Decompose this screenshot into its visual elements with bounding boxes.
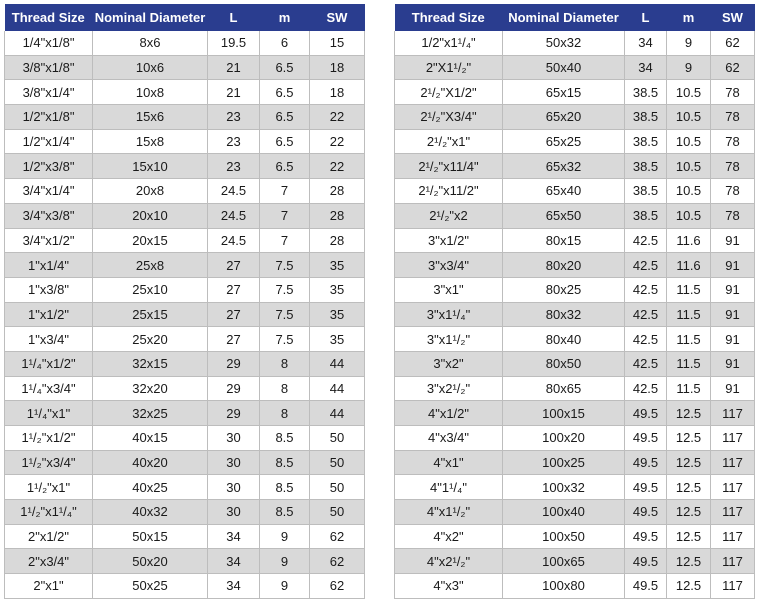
- cell-nominal-diameter: 100x25: [503, 450, 625, 475]
- cell-thread-size: 2"x1/2": [5, 524, 93, 549]
- cell-sw: 50: [310, 500, 365, 525]
- header-nominal-diameter: Nominal Diameter: [93, 4, 208, 31]
- cell-m: 8.5: [260, 450, 310, 475]
- table-row: [395, 80, 755, 105]
- cell-sw: 117: [711, 524, 755, 549]
- cell-thread-size: 3/8"x1/8": [5, 55, 93, 80]
- cell-thread-size: 3"x1/2": [395, 228, 503, 253]
- cell-l: 34: [625, 55, 667, 80]
- cell-thread-size: 4"x1/2": [395, 401, 503, 426]
- table-row: [5, 327, 365, 352]
- cell-nominal-diameter: 50x32: [503, 31, 625, 55]
- cell-m: 8.5: [260, 426, 310, 451]
- cell-sw: 91: [711, 376, 755, 401]
- cell-thread-size: 2¹/₂"x1": [395, 129, 503, 154]
- header-nominal-diameter: Nominal Diameter: [503, 4, 625, 31]
- cell-thread-size: 2¹/₂"x2: [395, 203, 503, 228]
- cell-nominal-diameter: 40x15: [93, 426, 208, 451]
- cell-thread-size: 4"x2¹/₂": [395, 549, 503, 574]
- table-row: [395, 203, 755, 228]
- cell-sw: 22: [310, 154, 365, 179]
- cell-m: 11.5: [667, 351, 711, 376]
- table-row: [395, 253, 755, 278]
- table-row: [5, 574, 365, 599]
- cell-m: 6.5: [260, 55, 310, 80]
- cell-sw: 44: [310, 376, 365, 401]
- cell-nominal-diameter: 50x25: [93, 574, 208, 599]
- cell-m: 7: [260, 228, 310, 253]
- table-row: [5, 500, 365, 525]
- cell-l: 38.5: [625, 80, 667, 105]
- cell-m: 10.5: [667, 129, 711, 154]
- cell-sw: 62: [310, 574, 365, 599]
- cell-l: 30: [208, 426, 260, 451]
- cell-m: 11.5: [667, 277, 711, 302]
- cell-nominal-diameter: 65x50: [503, 203, 625, 228]
- cell-l: 42.5: [625, 327, 667, 352]
- table-row: [395, 55, 755, 80]
- cell-m: 7.5: [260, 327, 310, 352]
- cell-thread-size: 1"x1/2": [5, 302, 93, 327]
- cell-thread-size: 1¹/₂"x1/2": [5, 426, 93, 451]
- cell-thread-size: 3"x1¹/₄": [395, 302, 503, 327]
- cell-thread-size: 1¹/₄"x1": [5, 401, 93, 426]
- table-row: [5, 376, 365, 401]
- cell-sw: 91: [711, 327, 755, 352]
- cell-sw: 44: [310, 401, 365, 426]
- cell-sw: 50: [310, 450, 365, 475]
- cell-thread-size: 1¹/₂"x1": [5, 475, 93, 500]
- cell-m: 12.5: [667, 426, 711, 451]
- cell-m: 11.6: [667, 253, 711, 278]
- cell-sw: 15: [310, 31, 365, 55]
- cell-l: 29: [208, 351, 260, 376]
- cell-l: 30: [208, 450, 260, 475]
- cell-nominal-diameter: 32x15: [93, 351, 208, 376]
- cell-nominal-diameter: 50x15: [93, 524, 208, 549]
- cell-sw: 91: [711, 253, 755, 278]
- cell-sw: 78: [711, 154, 755, 179]
- cell-m: 12.5: [667, 475, 711, 500]
- cell-nominal-diameter: 80x15: [503, 228, 625, 253]
- cell-nominal-diameter: 40x25: [93, 475, 208, 500]
- cell-m: 8: [260, 401, 310, 426]
- table-row: [395, 500, 755, 525]
- cell-thread-size: 3"x3/4": [395, 253, 503, 278]
- cell-l: 27: [208, 302, 260, 327]
- cell-nominal-diameter: 65x32: [503, 154, 625, 179]
- table-row: [395, 105, 755, 130]
- table-row: [5, 401, 365, 426]
- cell-m: 6.5: [260, 129, 310, 154]
- cell-thread-size: 1"x3/8": [5, 277, 93, 302]
- cell-nominal-diameter: 65x20: [503, 105, 625, 130]
- cell-sw: 117: [711, 426, 755, 451]
- cell-sw: 35: [310, 277, 365, 302]
- header-l: L: [208, 4, 260, 31]
- cell-nominal-diameter: 100x80: [503, 574, 625, 599]
- table-row: [395, 351, 755, 376]
- cell-sw: 62: [711, 31, 755, 55]
- table-row: [5, 179, 365, 204]
- cell-l: 38.5: [625, 105, 667, 130]
- cell-l: 24.5: [208, 203, 260, 228]
- cell-sw: 28: [310, 228, 365, 253]
- table-row: [5, 549, 365, 574]
- thread-size-table-left: [4, 4, 365, 599]
- cell-l: 34: [208, 549, 260, 574]
- cell-thread-size: 1"x3/4": [5, 327, 93, 352]
- header-row: [395, 4, 755, 31]
- cell-thread-size: 4"x3/4": [395, 426, 503, 451]
- cell-nominal-diameter: 25x8: [93, 253, 208, 278]
- cell-thread-size: 4"x2": [395, 524, 503, 549]
- cell-nominal-diameter: 50x40: [503, 55, 625, 80]
- cell-l: 27: [208, 253, 260, 278]
- cell-m: 11.6: [667, 228, 711, 253]
- cell-nominal-diameter: 50x20: [93, 549, 208, 574]
- cell-l: 49.5: [625, 524, 667, 549]
- table-row: [5, 129, 365, 154]
- cell-l: 49.5: [625, 500, 667, 525]
- cell-sw: 35: [310, 302, 365, 327]
- cell-m: 7: [260, 203, 310, 228]
- cell-thread-size: 2"X1¹/₂": [395, 55, 503, 80]
- cell-sw: 50: [310, 475, 365, 500]
- cell-nominal-diameter: 20x10: [93, 203, 208, 228]
- cell-thread-size: 4"x3": [395, 574, 503, 599]
- cell-sw: 91: [711, 351, 755, 376]
- cell-sw: 78: [711, 80, 755, 105]
- cell-m: 11.5: [667, 376, 711, 401]
- cell-l: 23: [208, 105, 260, 130]
- table-row: [5, 277, 365, 302]
- cell-nominal-diameter: 20x15: [93, 228, 208, 253]
- cell-l: 34: [208, 574, 260, 599]
- cell-thread-size: 1¹/₄"x1/2": [5, 351, 93, 376]
- cell-thread-size: 2¹/₂"x11/2": [395, 179, 503, 204]
- cell-sw: 117: [711, 574, 755, 599]
- cell-l: 42.5: [625, 253, 667, 278]
- cell-nominal-diameter: 100x65: [503, 549, 625, 574]
- cell-l: 30: [208, 475, 260, 500]
- cell-l: 38.5: [625, 154, 667, 179]
- cell-nominal-diameter: 8x6: [93, 31, 208, 55]
- cell-thread-size: 2¹/₂"x11/4": [395, 154, 503, 179]
- cell-thread-size: 3"x1¹/₂": [395, 327, 503, 352]
- cell-m: 6.5: [260, 105, 310, 130]
- table-row: [5, 55, 365, 80]
- table-row: [5, 31, 365, 55]
- cell-nominal-diameter: 100x15: [503, 401, 625, 426]
- cell-sw: 35: [310, 253, 365, 278]
- table-row: [395, 228, 755, 253]
- cell-m: 6.5: [260, 80, 310, 105]
- cell-l: 27: [208, 277, 260, 302]
- cell-l: 49.5: [625, 574, 667, 599]
- cell-nominal-diameter: 15x10: [93, 154, 208, 179]
- cell-sw: 117: [711, 549, 755, 574]
- cell-nominal-diameter: 100x50: [503, 524, 625, 549]
- cell-m: 10.5: [667, 105, 711, 130]
- cell-m: 10.5: [667, 203, 711, 228]
- cell-m: 10.5: [667, 80, 711, 105]
- header-row: [5, 4, 365, 31]
- cell-l: 49.5: [625, 475, 667, 500]
- cell-l: 38.5: [625, 129, 667, 154]
- table-body-right: [395, 31, 755, 598]
- table-row: [395, 31, 755, 55]
- cell-sw: 28: [310, 203, 365, 228]
- table-row: [395, 129, 755, 154]
- cell-thread-size: 1¹/₄"x3/4": [5, 376, 93, 401]
- cell-l: 42.5: [625, 277, 667, 302]
- cell-thread-size: 4"x1¹/₂": [395, 500, 503, 525]
- cell-nominal-diameter: 25x10: [93, 277, 208, 302]
- cell-m: 9: [667, 55, 711, 80]
- header-m: m: [667, 4, 711, 31]
- cell-nominal-diameter: 65x25: [503, 129, 625, 154]
- thread-size-table-right: [394, 4, 755, 599]
- table-row: [395, 154, 755, 179]
- cell-sw: 18: [310, 55, 365, 80]
- table-row: [5, 203, 365, 228]
- cell-m: 12.5: [667, 450, 711, 475]
- cell-nominal-diameter: 80x20: [503, 253, 625, 278]
- cell-nominal-diameter: 80x65: [503, 376, 625, 401]
- cell-nominal-diameter: 25x20: [93, 327, 208, 352]
- cell-thread-size: 1/2"x1/8": [5, 105, 93, 130]
- cell-nominal-diameter: 15x6: [93, 105, 208, 130]
- cell-m: 9: [260, 524, 310, 549]
- cell-thread-size: 3/4"x1/2": [5, 228, 93, 253]
- cell-nominal-diameter: 80x50: [503, 351, 625, 376]
- cell-m: 12.5: [667, 401, 711, 426]
- cell-thread-size: 3"x2": [395, 351, 503, 376]
- cell-thread-size: 2¹/₂"X1/2": [395, 80, 503, 105]
- cell-l: 49.5: [625, 450, 667, 475]
- cell-thread-size: 4"1¹/₄": [395, 475, 503, 500]
- table-row: [395, 426, 755, 451]
- cell-m: 7.5: [260, 302, 310, 327]
- cell-nominal-diameter: 25x15: [93, 302, 208, 327]
- cell-thread-size: 1/2"x3/8": [5, 154, 93, 179]
- table-row: [5, 105, 365, 130]
- cell-nominal-diameter: 80x32: [503, 302, 625, 327]
- header-m: m: [260, 4, 310, 31]
- cell-sw: 117: [711, 450, 755, 475]
- cell-m: 7.5: [260, 277, 310, 302]
- header-sw: SW: [711, 4, 755, 31]
- cell-l: 49.5: [625, 401, 667, 426]
- cell-thread-size: 3/8"x1/4": [5, 80, 93, 105]
- cell-l: 42.5: [625, 302, 667, 327]
- header-l: L: [625, 4, 667, 31]
- cell-sw: 22: [310, 105, 365, 130]
- table-row: [395, 302, 755, 327]
- cell-l: 42.5: [625, 376, 667, 401]
- cell-thread-size: 3"x2¹/₂": [395, 376, 503, 401]
- table-body-left: [5, 31, 365, 598]
- cell-nominal-diameter: 32x20: [93, 376, 208, 401]
- cell-sw: 78: [711, 129, 755, 154]
- cell-sw: 91: [711, 277, 755, 302]
- table-row: [395, 179, 755, 204]
- cell-thread-size: 1"x1/4": [5, 253, 93, 278]
- cell-thread-size: 1¹/₂"x1¹/₄": [5, 500, 93, 525]
- cell-l: 42.5: [625, 351, 667, 376]
- cell-sw: 78: [711, 203, 755, 228]
- table-row: [395, 401, 755, 426]
- table-row: [395, 475, 755, 500]
- cell-sw: 35: [310, 327, 365, 352]
- cell-l: 21: [208, 55, 260, 80]
- cell-m: 11.5: [667, 302, 711, 327]
- cell-l: 23: [208, 129, 260, 154]
- cell-thread-size: 2"x3/4": [5, 549, 93, 574]
- cell-nominal-diameter: 40x32: [93, 500, 208, 525]
- cell-l: 29: [208, 401, 260, 426]
- table-row: [395, 450, 755, 475]
- cell-sw: 78: [711, 179, 755, 204]
- cell-sw: 117: [711, 475, 755, 500]
- cell-sw: 117: [711, 401, 755, 426]
- table-row: [395, 277, 755, 302]
- cell-nominal-diameter: 80x40: [503, 327, 625, 352]
- cell-nominal-diameter: 15x8: [93, 129, 208, 154]
- cell-l: 42.5: [625, 228, 667, 253]
- cell-thread-size: 1/2"x1¹/₄": [395, 31, 503, 55]
- cell-m: 10.5: [667, 154, 711, 179]
- cell-l: 21: [208, 80, 260, 105]
- cell-thread-size: 3/4"x1/4": [5, 179, 93, 204]
- table-row: [5, 80, 365, 105]
- header-thread-size: Thread Size: [395, 4, 503, 31]
- cell-thread-size: 1/4"x1/8": [5, 31, 93, 55]
- cell-m: 12.5: [667, 549, 711, 574]
- table-row: [395, 549, 755, 574]
- cell-l: 38.5: [625, 203, 667, 228]
- cell-m: 12.5: [667, 574, 711, 599]
- cell-nominal-diameter: 32x25: [93, 401, 208, 426]
- cell-nominal-diameter: 10x8: [93, 80, 208, 105]
- cell-nominal-diameter: 100x32: [503, 475, 625, 500]
- cell-nominal-diameter: 40x20: [93, 450, 208, 475]
- cell-l: 34: [208, 524, 260, 549]
- cell-sw: 62: [310, 549, 365, 574]
- cell-sw: 117: [711, 500, 755, 525]
- table-row: [5, 524, 365, 549]
- cell-l: 34: [625, 31, 667, 55]
- table-row: [5, 154, 365, 179]
- table-row: [5, 351, 365, 376]
- cell-m: 8: [260, 376, 310, 401]
- cell-thread-size: 4"x1": [395, 450, 503, 475]
- cell-sw: 91: [711, 228, 755, 253]
- cell-m: 12.5: [667, 500, 711, 525]
- cell-nominal-diameter: 10x6: [93, 55, 208, 80]
- cell-sw: 18: [310, 80, 365, 105]
- cell-l: 24.5: [208, 179, 260, 204]
- cell-nominal-diameter: 80x25: [503, 277, 625, 302]
- table-row: [395, 574, 755, 599]
- cell-m: 8: [260, 351, 310, 376]
- table-row: [395, 524, 755, 549]
- cell-thread-size: 1¹/₂"x3/4": [5, 450, 93, 475]
- cell-thread-size: 2"x1": [5, 574, 93, 599]
- cell-sw: 22: [310, 129, 365, 154]
- cell-m: 11.5: [667, 327, 711, 352]
- cell-m: 7: [260, 179, 310, 204]
- cell-nominal-diameter: 100x40: [503, 500, 625, 525]
- cell-m: 12.5: [667, 524, 711, 549]
- cell-m: 8.5: [260, 500, 310, 525]
- cell-l: 29: [208, 376, 260, 401]
- cell-m: 8.5: [260, 475, 310, 500]
- cell-m: 9: [260, 574, 310, 599]
- cell-m: 7.5: [260, 253, 310, 278]
- table-row: [5, 450, 365, 475]
- cell-nominal-diameter: 65x40: [503, 179, 625, 204]
- cell-l: 30: [208, 500, 260, 525]
- cell-l: 38.5: [625, 179, 667, 204]
- cell-sw: 62: [711, 55, 755, 80]
- cell-thread-size: 3/4"x3/8": [5, 203, 93, 228]
- table-row: [5, 302, 365, 327]
- cell-sw: 78: [711, 105, 755, 130]
- table-row: [5, 228, 365, 253]
- table-row: [395, 376, 755, 401]
- cell-nominal-diameter: 100x20: [503, 426, 625, 451]
- cell-l: 49.5: [625, 549, 667, 574]
- cell-thread-size: 3"x1": [395, 277, 503, 302]
- cell-thread-size: 2¹/₂"X3/4": [395, 105, 503, 130]
- cell-l: 24.5: [208, 228, 260, 253]
- cell-m: 6: [260, 31, 310, 55]
- cell-nominal-diameter: 65x15: [503, 80, 625, 105]
- cell-sw: 44: [310, 351, 365, 376]
- table-row: [395, 327, 755, 352]
- cell-m: 9: [667, 31, 711, 55]
- cell-l: 49.5: [625, 426, 667, 451]
- table-row: [5, 475, 365, 500]
- cell-sw: 28: [310, 179, 365, 204]
- cell-sw: 62: [310, 524, 365, 549]
- cell-sw: 50: [310, 426, 365, 451]
- cell-l: 27: [208, 327, 260, 352]
- table-row: [5, 253, 365, 278]
- cell-nominal-diameter: 20x8: [93, 179, 208, 204]
- cell-l: 19.5: [208, 31, 260, 55]
- table-row: [5, 426, 365, 451]
- header-sw: SW: [310, 4, 365, 31]
- cell-l: 23: [208, 154, 260, 179]
- cell-m: 6.5: [260, 154, 310, 179]
- header-thread-size: Thread Size: [5, 4, 93, 31]
- cell-sw: 91: [711, 302, 755, 327]
- cell-thread-size: 1/2"x1/4": [5, 129, 93, 154]
- cell-m: 9: [260, 549, 310, 574]
- cell-m: 10.5: [667, 179, 711, 204]
